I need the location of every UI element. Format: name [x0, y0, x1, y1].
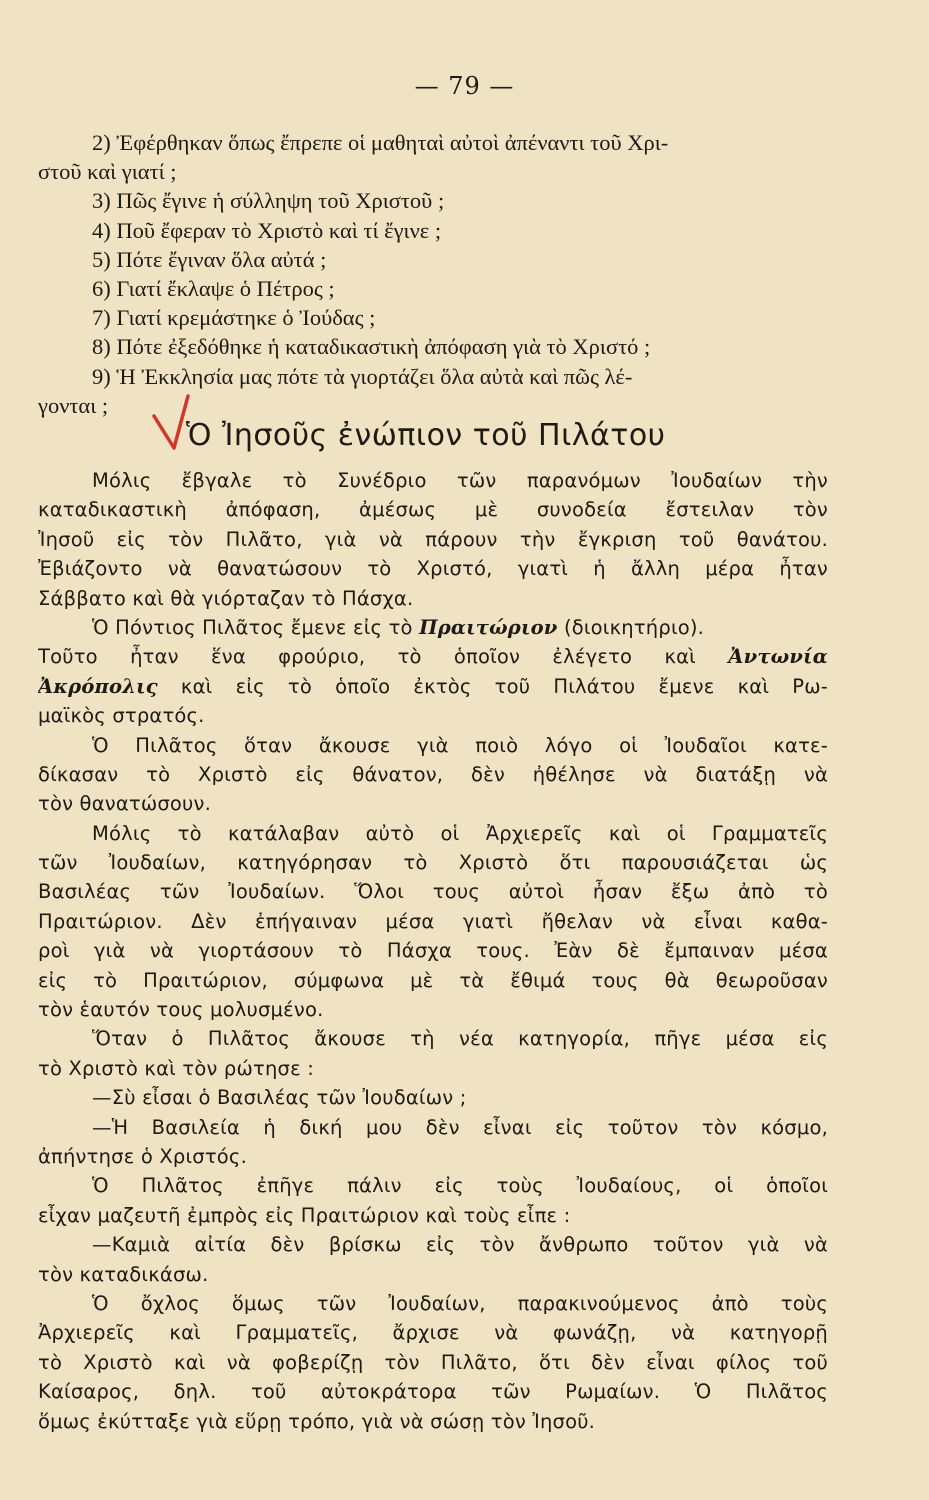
text-line: Πραιτώριον. Δὲν ἐπήγαιναν μέσα γιατὶ ἤθελαν νὰ εἶναι καθα- — [38, 909, 828, 933]
text-line: Ἰησοῦ εἰς τὸν Πιλᾶτο, γιὰ νὰ πάρουν τὴν ἔγκριση τοῦ θανάτου. — [38, 527, 828, 551]
text-segment: Τοῦτο ἦταν ἕνα φρούριο, τὸ ὁποῖον ἐλέγετο καὶ — [38, 645, 729, 669]
page-number: — 79 — — [414, 72, 515, 100]
question-line: 5) Πότε ἔγιναν ὅλα αὐτά ; — [92, 246, 327, 272]
text-line: εἰς τὸ Πραιτώριον, σύμφωνα μὲ τὰ ἔθιμά τους θὰ θεωροῦσαν — [38, 968, 828, 992]
text-line: Ὅταν ὁ Πιλᾶτος ἄκουσε τὴ νέα κατηγορία, πῆγε μέσα εἰς — [92, 1027, 828, 1051]
text-segment: καὶ εἰς τὸ ὁποῖο ἐκτὸς τοῦ Πιλάτου ἔμενε καὶ Ρω- — [157, 674, 828, 698]
emphasized-term: Ἀκρόπολις — [38, 674, 158, 698]
text-line: Μόλις ἔβγαλε τὸ Συνέδριο τῶν παρανόμων Ἰουδαίων τὴν — [92, 469, 828, 492]
text-line: τὸν ἑαυτόν τους μολυσμένο. — [38, 998, 324, 1022]
text-line: τὸ Χριστὸ καὶ τὸν ρώτησε : — [38, 1056, 315, 1080]
text-line — [38, 672, 828, 701]
text-line — [38, 642, 828, 671]
questions-list — [38, 128, 828, 420]
text-line: —Σὺ εἶσαι ὁ Βασιλέας τῶν Ἰουδαίων ; — [92, 1086, 467, 1110]
text-line: ροὶ γιὰ νὰ γιορτάσουν τὸ Πάσχα τους. Ἐὰν δὲ ἔμπαιναν μέσα — [38, 939, 828, 963]
text-line: —Ἡ Βασιλεία ἡ δική μου δὲν εἶναι εἰς τοῦτον τὸν κόσμο, — [92, 1115, 828, 1139]
text-line: Ἀρχιερεῖς καὶ Γραμματεῖς, ἄρχισε νὰ φωνάζῃ, νὰ κατηγορῇ — [38, 1321, 828, 1345]
question-line: 8) Πότε ἐξεδόθηκε ἡ καταδικαστικὴ ἀπόφαση γιὰ τὸ Χριστό ; — [92, 334, 651, 360]
text-line: Βασιλέας τῶν Ἰουδαίων. Ὅλοι τους αὐτοὶ ἦσαν ἔξω ἀπὸ τὸ — [38, 880, 828, 904]
text-line: Σάββατο καὶ θὰ γιόρταζαν τὸ Πάσχα. — [38, 586, 414, 610]
text-line: εἶχαν μαζευτῆ ἐμπρὸς εἰς Πραιτώριον καὶ τοὺς εἶπε : — [38, 1203, 571, 1227]
text-line: ὅμως ἐκύτταξε γιὰ εὕρῃ τρόπο, γιὰ νὰ σώσῃ τὸν Ἰησοῦ. — [38, 1409, 596, 1433]
question-line: 3) Πῶς ἔγινε ἡ σύλληψη τοῦ Χριστοῦ ; — [92, 188, 445, 214]
emphasized-term: Πραιτώριον — [419, 615, 558, 639]
text-line: ἀπήντησε ὁ Χριστός. — [38, 1144, 247, 1168]
question-line: 2) Ἐφέρθηκαν ὅπως ἔπρεπε οἱ μαθηταὶ αὐτοὶ ἀπέναντι τοῦ Χρι- — [92, 130, 669, 155]
text-line: Ἐβιάζοντο νὰ θανατώσουν τὸ Χριστό, γιατὶ ἡ ἄλλη μέρα ἦταν — [38, 557, 828, 581]
question-line: 7) Γιατί κρεμάστηκε ὁ Ἰούδας ; — [92, 305, 376, 331]
text-line: Καίσαρος, δηλ. τοῦ αὐτοκράτορα τῶν Ρωμαίων. Ὁ Πιλᾶτος — [38, 1380, 828, 1404]
text-line: δίκασαν τὸ Χριστὸ εἰς θάνατον, δὲν ἠθέλησε νὰ διατάξῃ νὰ — [38, 762, 828, 786]
text-line: Ὁ Πιλᾶτος ἐπῆγε πάλιν εἰς τοὺς Ἰουδαίους, οἱ ὁποῖοι — [92, 1174, 828, 1198]
text-line: τῶν Ἰουδαίων, κατηγόρησαν τὸ Χριστὸ ὅτι παρουσιάζεται ὡς — [38, 851, 828, 875]
text-line: τὸν θανατώσουν. — [38, 792, 212, 816]
question-line: 9) Ἡ Ἐκκλησία μας πότε τὰ γιορτάζει ὅλα αὐτὰ καὶ πῶς λέ- — [92, 363, 633, 389]
question-line: 4) Ποῦ ἔφεραν τὸ Χριστὸ καὶ τί ἔγινε ; — [92, 217, 442, 243]
text-line: Ὁ Πιλᾶτος ὅταν ἄκουσε γιὰ ποιὸ λόγο οἱ Ἰουδαῖοι κατε- — [92, 733, 828, 757]
text-line: μαϊκὸς στρατός. — [38, 704, 205, 728]
question-line: 6) Γιατί ἔκλαψε ὁ Πέτρος ; — [92, 275, 335, 301]
text-line: τὸν καταδικάσω. — [38, 1262, 209, 1286]
emphasized-term: Ἀντωνία — [728, 645, 828, 669]
text-line: καταδικαστικὴ ἀπόφαση, ἀμέσως μὲ συνοδεία ἔστειλαν τὸν — [38, 498, 828, 522]
body-text — [38, 466, 828, 1436]
text-segment: Ὁ Πόντιος Πιλᾶτος ἔμενε εἰς τὸ — [92, 615, 420, 639]
text-line: Ὁ ὄχλος ὅμως τῶν Ἰουδαίων, παρακινούμενος ἀπὸ τοὺς — [92, 1291, 828, 1315]
text-line — [38, 613, 828, 642]
text-segment: (διοικητήριο). — [557, 615, 705, 639]
section-heading: Ὁ Ἰησοῦς ἐνώπιον τοῦ Πιλάτου — [186, 418, 666, 453]
question-line: στοῦ καὶ γιατί ; — [38, 159, 177, 185]
text-line: —Καμιὰ αἰτία δὲν βρίσκω εἰς τὸν ἄνθρωπο τοῦτον γιὰ νὰ — [92, 1233, 828, 1257]
question-line: γονται ; — [38, 392, 109, 418]
text-line: τὸ Χριστὸ καὶ νὰ φοβερίζῃ τὸν Πιλᾶτο, ὅτι δὲν εἶναι φίλος τοῦ — [38, 1350, 828, 1374]
text-line: Μόλις τὸ κατάλαβαν αὐτὸ οἱ Ἀρχιερεῖς καὶ οἱ Γραμματεῖς — [92, 821, 828, 845]
